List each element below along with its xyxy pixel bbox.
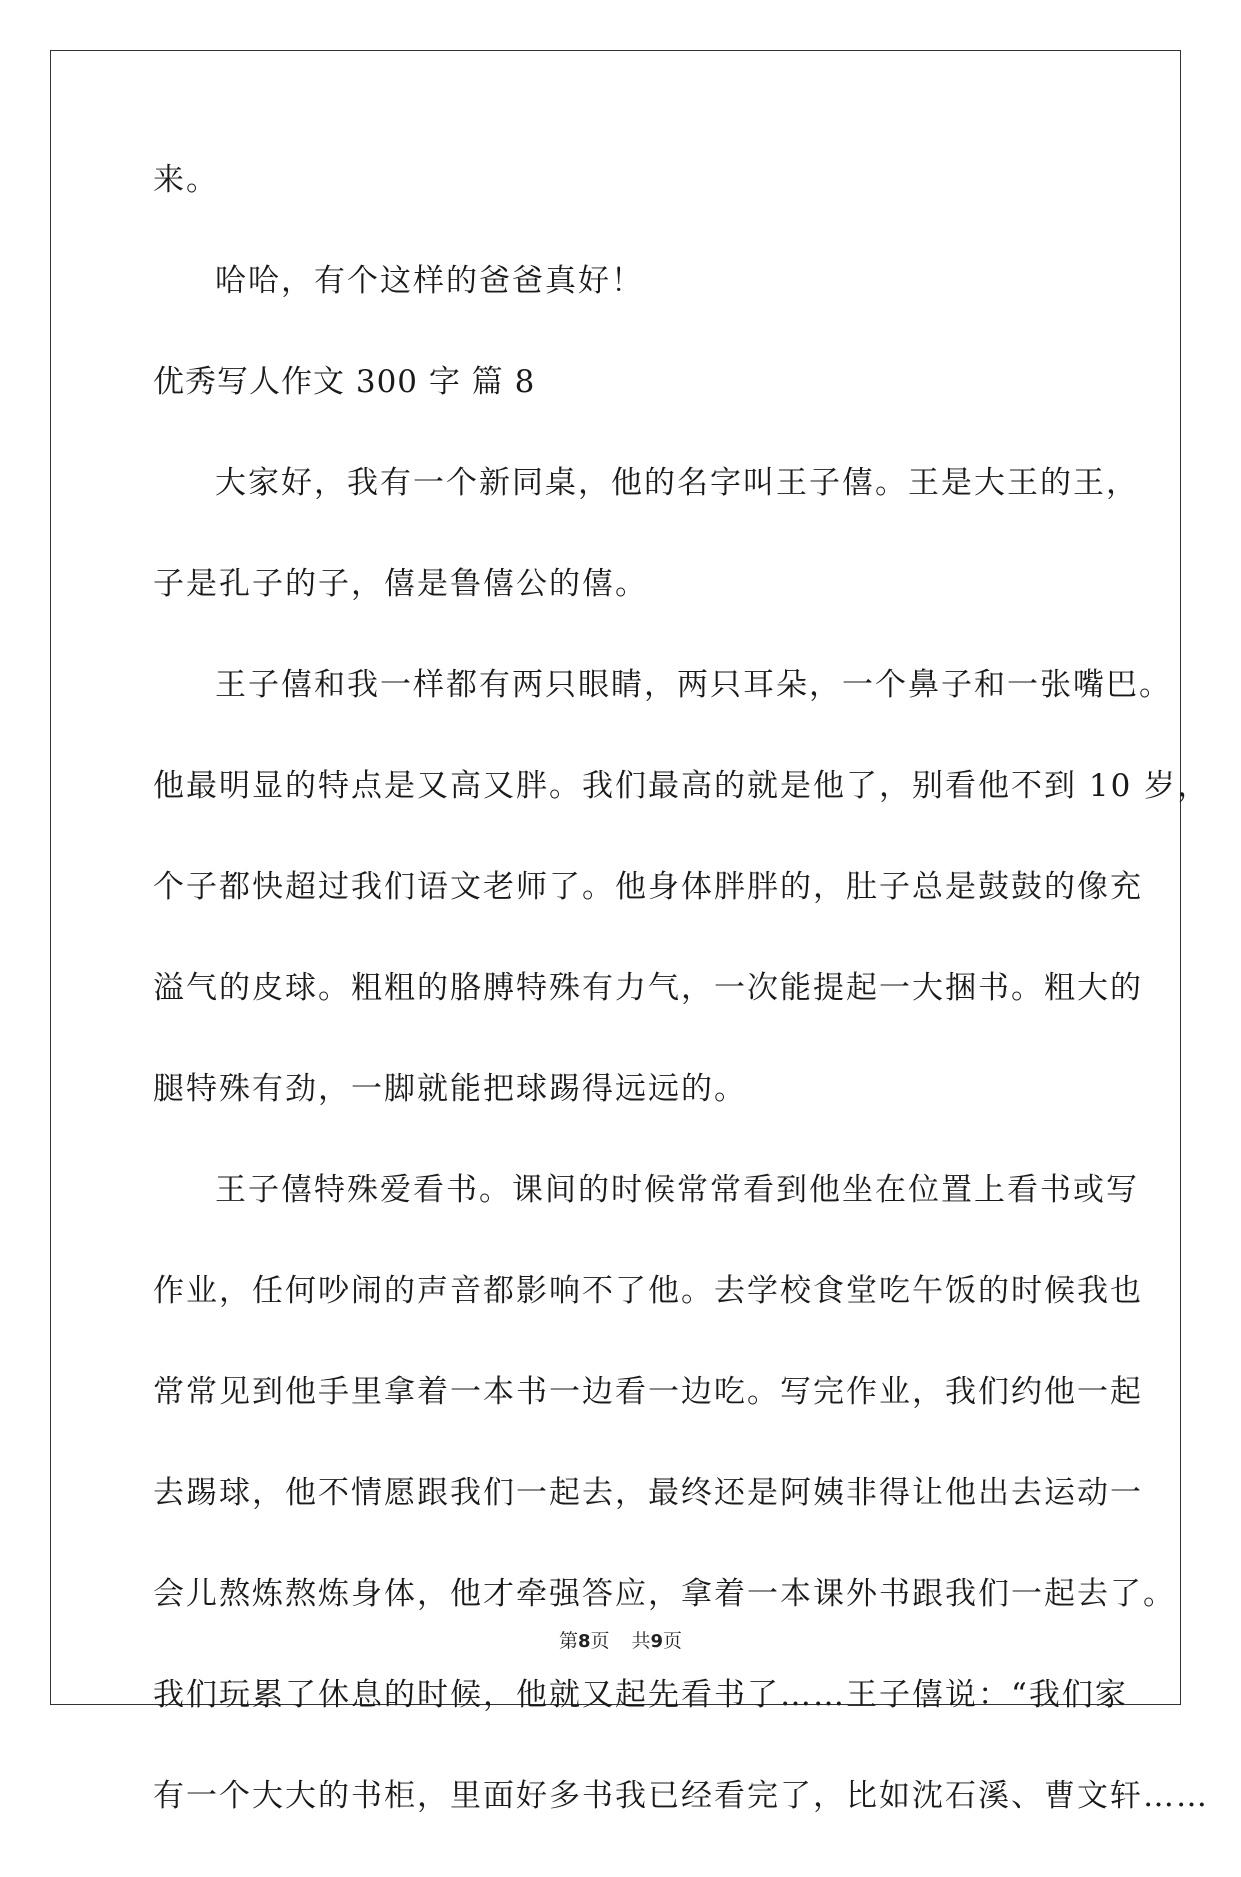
text-line: 哈哈，有个这样的爸爸真好！ [215,263,644,299]
text-line: 他最明显的特点是又高又胖。我们最高的就是他了，别看他不到 10 岁， [153,768,1211,804]
text-line: 腿特殊有劲，一脚就能把球踢得远远的。 [153,1071,747,1107]
page-prefix: 第 [558,1630,578,1652]
text-line: 有一个大大的书柜，里面好多书我已经看完了，比如沈石溪、曹文轩…… [153,1778,1209,1814]
text-line: 会儿熬炼熬炼身体，他才牵强答应，拿着一本课外书跟我们一起去了。 [153,1576,1176,1612]
text-line: 常常见到他手里拿着一本书一边看一边吃。写完作业，我们约他一起 [153,1374,1143,1410]
page-suffix: 页 [590,1630,610,1652]
text-line: 作业，任何吵闹的声音都影响不了他。去学校食堂吃午饭的时候我也 [153,1273,1143,1309]
page-footer [0,1626,1241,1653]
total-suffix: 页 [663,1630,683,1652]
text-line: 个子都快超过我们语文老师了。他身体胖胖的，肚子总是鼓鼓的像充 [153,869,1143,905]
text-line: 王子僖特殊爱看书。课间的时候常常看到他坐在位置上看书或写 [215,1172,1139,1208]
total-pages: 9 [650,1631,664,1652]
section-heading: 优秀写人作文 300 字 篇 8 [153,364,536,400]
text-line: 我们玩累了休息的时候，他就又起先看书了……王子僖说：“我们家 [153,1677,1128,1713]
text-line: 来。 [153,162,219,198]
text-line: 大家好，我有一个新同桌，他的名字叫王子僖。王是大王的王， [215,465,1139,501]
document-body [153,160,1211,1877]
text-line: 去踢球，他不情愿跟我们一起去，最终还是阿姨非得让他出去运动一 [153,1475,1143,1511]
text-line: 溢气的皮球。粗粗的胳膊特殊有力气，一次能提起一大捆书。粗大的 [153,970,1143,1006]
page-number: 8 [577,1631,591,1652]
text-line: 王子僖和我一样都有两只眼睛，两只耳朵，一个鼻子和一张嘴巴。 [215,667,1172,703]
text-line: 子是孔子的子，僖是鲁僖公的僖。 [153,566,648,602]
total-prefix: 共 [631,1630,651,1652]
